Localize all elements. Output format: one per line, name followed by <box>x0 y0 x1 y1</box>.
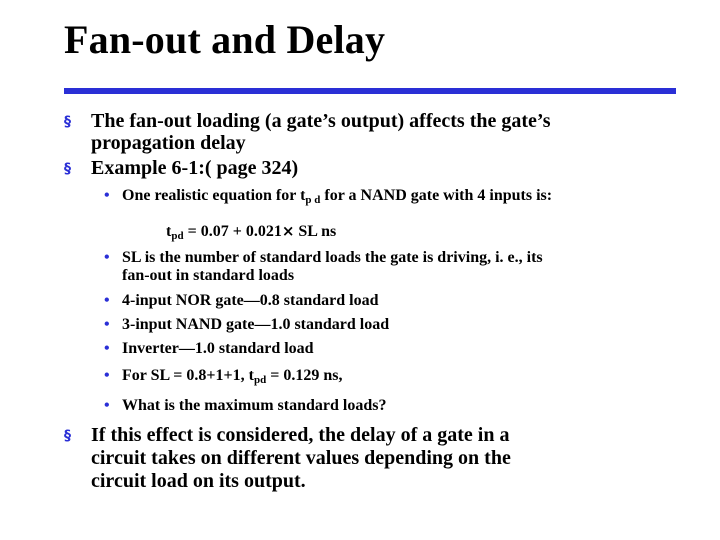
subscript: p d <box>305 194 321 206</box>
subscript: pd <box>253 374 267 386</box>
subbullet-text: 4-input NOR gate—0.8 standard load <box>122 292 379 309</box>
bullet-text: propagation delay <box>91 132 246 154</box>
multiply-icon: × <box>281 222 295 240</box>
bullet-text: The fan-out loading (a gate’s output) affects the gate’s <box>91 110 551 132</box>
text-segment: = 0.07 + 0.021 <box>183 223 282 240</box>
bullet-text: If this effect is considered, the delay of a gate in a <box>91 424 510 446</box>
bullet-text: Example 6-1:( page 324) <box>91 157 299 179</box>
bullet-text: circuit takes on different values depending on the <box>91 447 511 469</box>
delay-equation <box>166 222 336 241</box>
subbullet-text: 3-input NAND gate—1.0 standard load <box>122 316 390 333</box>
title-underline <box>64 88 676 94</box>
text-segment: For SL = 0.8+1+1, t <box>122 367 254 384</box>
bullet-text: circuit load on its output. <box>91 470 306 492</box>
dot-bullet-icon: • <box>104 316 110 333</box>
slide-title: Fan-out and Delay <box>64 17 386 62</box>
dot-bullet-icon: • <box>104 187 110 204</box>
text-segment: One realistic equation for t <box>122 187 306 204</box>
subbullet-text: SL is the number of standard loads the gate is driving, i. e., its <box>122 249 543 266</box>
text-segment: = 0.129 ns, <box>266 367 343 384</box>
subscript: pd <box>171 230 184 242</box>
subbullet-text <box>122 187 552 205</box>
dot-bullet-icon: • <box>104 249 110 266</box>
subbullet-text: Inverter—1.0 standard load <box>122 340 314 357</box>
dot-bullet-icon: • <box>104 367 110 384</box>
subbullet-text: What is the maximum standard loads? <box>122 397 387 414</box>
dot-bullet-icon: • <box>104 340 110 357</box>
dot-bullet-icon: • <box>104 397 110 414</box>
text-segment: t <box>166 223 172 240</box>
text-segment: for a NAND gate with 4 inputs is: <box>320 187 553 204</box>
square-bullet-icon: § <box>64 114 71 130</box>
square-bullet-icon: § <box>64 428 71 444</box>
subbullet-text: fan-out in standard loads <box>122 267 295 284</box>
subbullet-text <box>122 367 342 385</box>
square-bullet-icon: § <box>64 161 71 177</box>
dot-bullet-icon: • <box>104 292 110 309</box>
text-segment: SL ns <box>294 223 337 240</box>
